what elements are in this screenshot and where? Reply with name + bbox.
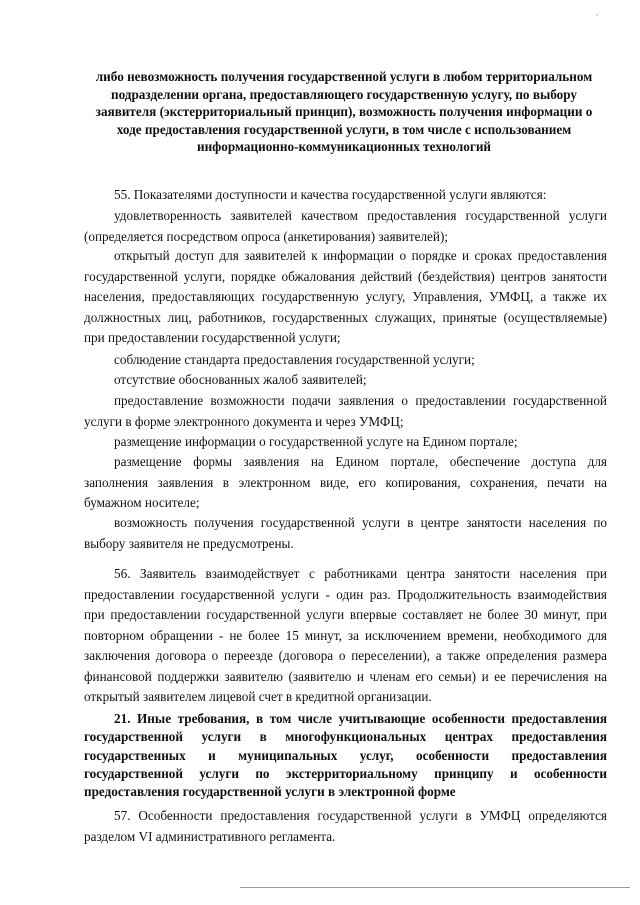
paragraph-portal-form: размещение формы заявления на Едином портале, обеспечение доступа для заполнения заявления в электронном виде, его копирования, сохранения, печати на бумажном носителе; — [84, 454, 607, 510]
paragraph-portal-info: размещение информации о государственной услуге на Едином портале; — [114, 434, 518, 449]
bottom-divider — [240, 887, 630, 888]
section-heading: либо невозможность получения государственной услуги в любом территориальном подразделении органа, предоставляющего государственную услугу, по выбору заявителя (экстерриториальный принцип), возможность получения информации о ходе предоставления государственной услуги, в том числе с использованием информационно-коммуникационных технологий — [95, 69, 593, 155]
paragraph-electronic-submission: предоставление возможности подачи заявления о предоставлении государственной услуги в форме электронного документа и через УМФЦ; — [84, 393, 607, 429]
paragraph-57: 57. Особенности предоставления государственной услуги в УМФЦ определяются разделом VI административного регламента. — [84, 808, 607, 844]
paragraph-satisfaction: удовлетворенность заявителей качеством предоставления государственной услуги (определяется посредством опроса (анкетирования) заявителей); — [84, 208, 607, 244]
corner-mark: ' — [596, 12, 598, 24]
section-21-heading: 21. Иные требования, в том числе учитывающие особенности предоставления государственной услуги в многофункциональных центрах предоставления государственных и муниципальных услуг, особенности предоставления государственной услуги по экстерриториальному принципу и особенности предоставления государственной услуги в электронной форме — [84, 711, 607, 800]
paragraph-standard: соблюдение стандарта предоставления государственной услуги; — [114, 352, 475, 367]
paragraph-56: 56. Заявитель взаимодействует с работниками центра занятости населения при предоставлении государственной услуги - один раз. Продолжительность взаимодействия при предоставлении государственной услуги впервые составляет не более 30 минут, при повторном обращении - не более 15 минут, за исключением времени, необходимого для заключения договора о переезде (договора о переселении), а также определения размера финансовой поддержки заявителю (заявителю и членам его семьи) и ее перечисления на открытый заявителем лицевой счет в кредитной организации. — [84, 566, 607, 704]
paragraph-no-complaints: отсутствие обоснованных жалоб заявителей; — [114, 372, 367, 387]
paragraph-55: 55. Показателями доступности и качества государственной услуги являются: — [114, 187, 547, 202]
paragraph-open-access: открытый доступ для заявителей к информации о порядке и сроках предоставления государственной услуги, порядке обжалования действий (бездействия) центров занятости населения, предоставляющих государственную услугу, Управления, УМФЦ, а также их должностных лиц, работников, государственных служащих, принятые (осуществляемые) при предоставлении государственной услуги; — [84, 248, 607, 345]
paragraph-extraterritorial: возможность получения государственной услуги в центре занятости населения по выбору заявителя не предусмотрены. — [84, 515, 607, 551]
